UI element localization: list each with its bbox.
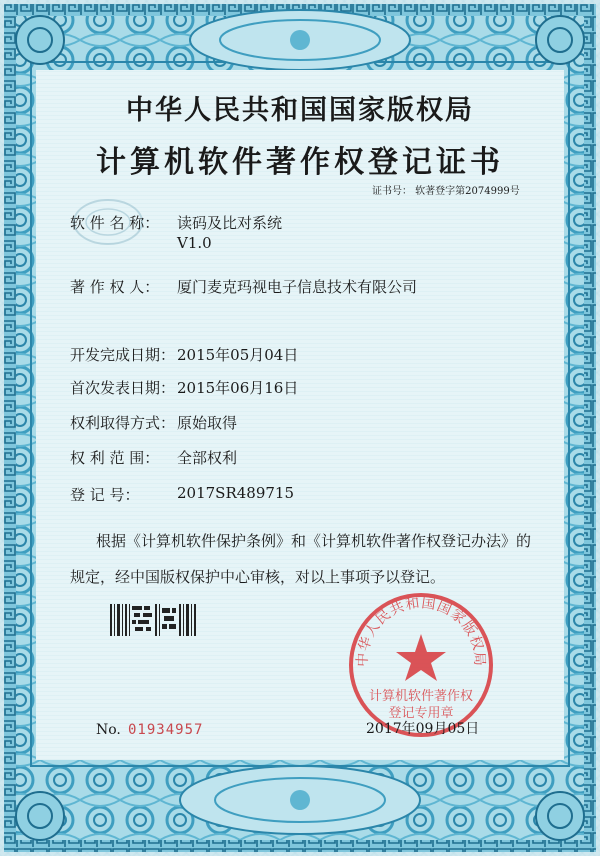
rights-acquisition-value: 原始取得 — [177, 414, 238, 432]
serial-number-label: No. — [96, 722, 121, 738]
software-version-value: V1.0 — [177, 234, 212, 252]
completion-date-label: 开发完成日期： — [70, 346, 176, 364]
registration-number-value: 2017SR489715 — [177, 484, 295, 502]
top-medallion — [190, 10, 410, 70]
copyright-owner-label: 著 作 权 人： — [70, 278, 160, 296]
bottom-medallion — [180, 766, 420, 834]
registration-number-label: 登 记 号： — [70, 486, 140, 504]
rights-acquisition-label: 权利取得方式： — [70, 414, 176, 432]
copyright-owner-value: 厦门麦克玛视电子信息技术有限公司 — [177, 278, 418, 296]
body-paragraph-line2: 规定，经中国版权保护中心审核，对以上事项予以登记。 — [70, 568, 446, 586]
serial-number-value: 01934957 — [128, 722, 204, 738]
software-name-value: 读码及比对系统 — [177, 214, 283, 232]
software-name-label: 软 件 名 称： — [70, 214, 160, 232]
svg-text:登记专用章: 登记专用章 — [388, 706, 454, 721]
svg-text:中华人民共和国国家版权局: 中华人民共和国国家版权局 — [354, 595, 488, 668]
svg-text:计算机软件著作权: 计算机软件著作权 — [368, 689, 474, 704]
rights-scope-value: 全部权利 — [177, 449, 238, 467]
certificate-number: 证书号： 软著登字第2074999号 — [372, 186, 520, 197]
publish-date-value: 2015年06月16日 — [177, 379, 299, 397]
publish-date-label: 首次发表日期： — [70, 379, 176, 397]
certificate-title: 计算机软件著作权登记证书 — [96, 145, 504, 180]
completion-date-value: 2015年05月04日 — [177, 346, 299, 364]
barcode-icon — [110, 604, 196, 636]
issuer-title: 中华人民共和国国家版权局 — [126, 95, 474, 126]
body-paragraph-line1: 根据《计算机软件保护条例》和《计算机软件著作权登记办法》的 — [96, 532, 532, 550]
rights-scope-label: 权 利 范 围： — [70, 449, 160, 467]
issue-date: 2017年09月05日 — [366, 721, 480, 737]
